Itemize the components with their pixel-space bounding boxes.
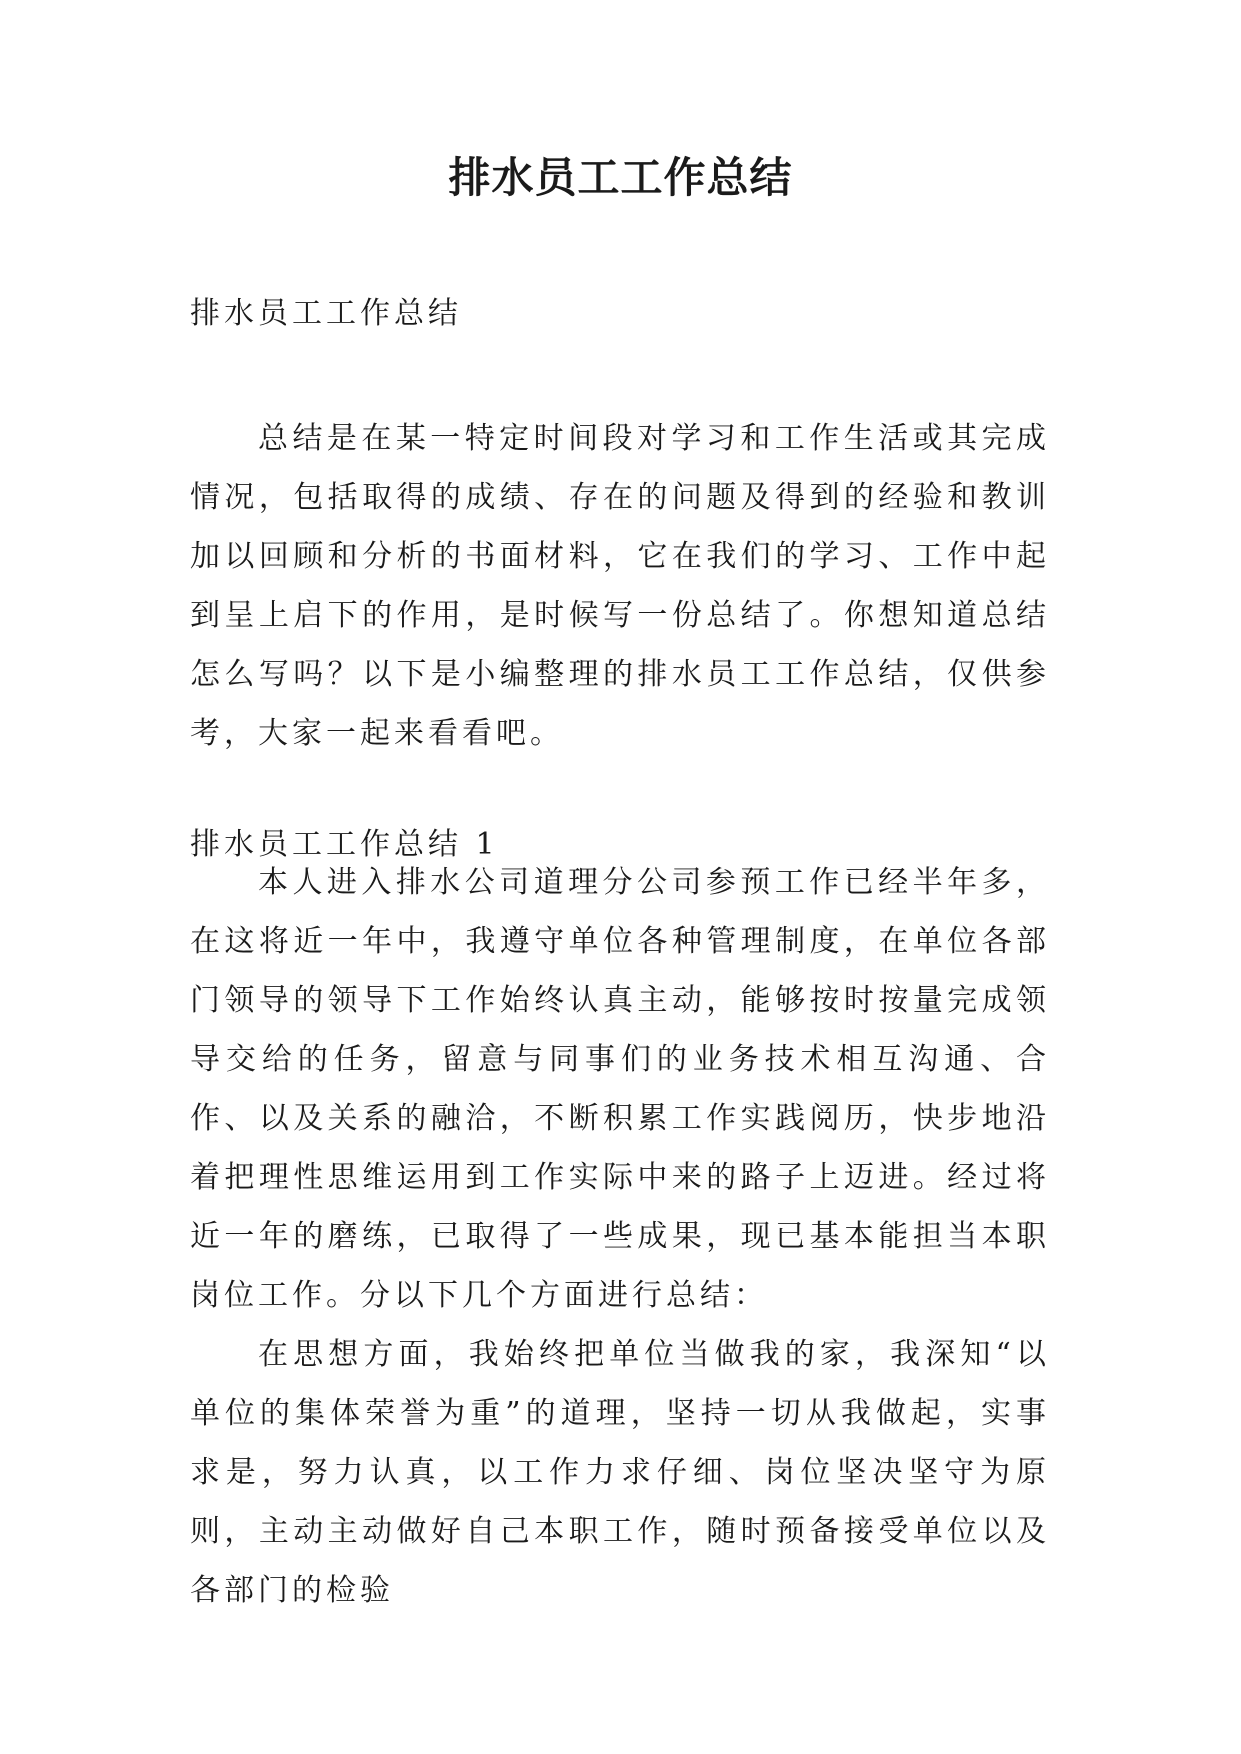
- section-heading: 排水员工工作总结 1: [190, 827, 499, 862]
- document-title: 排水员工工作总结: [448, 153, 793, 202]
- intro-paragraph: 总结是在某一特定时间段对学习和工作生活或其完成情况，包括取得的成绩、存在的问题及得到的经验和教训加以回顾和分析的书面材料，它在我们的学习、工作中起到呈上启下的作用，是时候写一份总结了。你想知道总结怎么写吗？以下是小编整理的排水员工工作总结，仅供参考，大家一起来看看吧。: [190, 421, 1050, 751]
- document-subtitle: 排水员工工作总结: [190, 296, 462, 331]
- section-paragraph: 本人进入排水公司道理分公司参预工作已经半年多，在这将近一年中，我遵守单位各种管理制度，在单位各部门领导的领导下工作始终认真主动，能够按时按量完成领导交给的任务，留意与同事们的业务技术相互沟通、合作、以及关系的融洽，不断积累工作实践阅历，快步地沿着把理性思维运用到工作实际中来的路子上迈进。经过将近一年的磨练，已取得了一些成果，现已基本能担当本职岗位工作。分以下几个方面进行总结：: [190, 865, 1050, 1313]
- section-paragraph: 在思想方面，我始终把单位当做我的家，我深知“以单位的集体荣誉为重”的道理，坚持一切从我做起，实事求是，努力认真，以工作力求仔细、岗位坚决坚守为原则，主动主动做好自己本职工作，随时预备接受单位以及各部门的检验: [190, 1337, 1050, 1608]
